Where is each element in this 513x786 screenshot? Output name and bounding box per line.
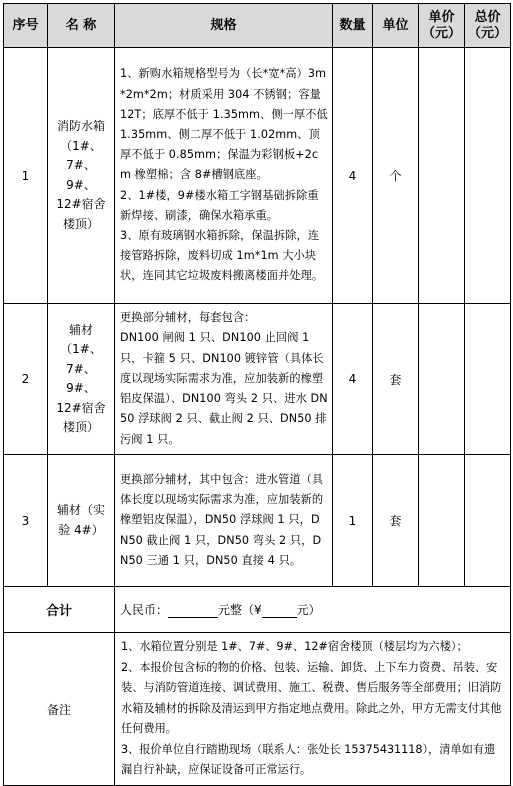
row-index: 2 bbox=[4, 304, 48, 455]
row-spec: 1、新购水箱规格型号为（长*宽*高）3m*2m*2m；材质采用 304 不锈钢；容量 12T；底厚不低于 1.35mm、侧一厚不低 1.35mm、侧二厚不低于 1.02mm、顶厚不低于 0.85mm；保温为彩钢板+2cm 橡塑棉；含 8#槽钢底座。 2、1#楼，9#楼水箱工字钢基础拆除重新焊接、刷漆，确保水箱承重。 3、原有玻璃钢水箱拆除，保温拆除，连接管路拆除，废料切成 1m*1m 大小块状，连同其它垃圾废料搬离楼面并处理。 bbox=[115, 48, 333, 304]
amount-words-blank bbox=[168, 603, 218, 618]
row-price bbox=[419, 48, 465, 304]
quotation-table bbox=[3, 3, 511, 786]
header-unit: 单位 bbox=[373, 4, 419, 48]
row-index: 3 bbox=[4, 455, 48, 587]
row-qty: 4 bbox=[333, 48, 373, 304]
row-price bbox=[419, 304, 465, 455]
total-suffix: 元） bbox=[296, 603, 321, 617]
total-label: 合计 bbox=[4, 587, 115, 633]
notes-label: 备注 bbox=[4, 633, 115, 786]
total-prefix: 人民币： bbox=[120, 603, 169, 617]
header-row bbox=[4, 4, 511, 48]
header-total: 总价 （元） bbox=[465, 4, 511, 48]
row-name: 消防水箱（1#、7#、9#、12#宿舍楼顶） bbox=[48, 48, 115, 304]
table-row bbox=[4, 455, 511, 587]
row-unit: 套 bbox=[373, 455, 419, 587]
header-index: 序号 bbox=[4, 4, 48, 48]
row-spec: 更换部分辅材，每套包含： DN100 闸阀 1 只、DN100 止回阀 1 只，卡箍 5 只、DN100 镀锌管（具体长度以现场实际需求为准，应加装新的橡塑铝皮保温）、DN100 弯头 2 只、进水 DN50 浮球阀 2 只、截止阀 2 只、DN50 排污阀 1 只。 bbox=[115, 304, 333, 455]
table-row bbox=[4, 48, 511, 304]
total-amount bbox=[115, 587, 511, 633]
header-name: 名 称 bbox=[48, 4, 115, 48]
row-total bbox=[465, 455, 511, 587]
table-row bbox=[4, 304, 511, 455]
amount-number-blank bbox=[262, 603, 297, 618]
row-unit: 套 bbox=[373, 304, 419, 455]
row-price bbox=[419, 455, 465, 587]
row-name: 辅材（1#、7#、9#、12#宿舍楼顶） bbox=[48, 304, 115, 455]
header-spec: 规格 bbox=[115, 4, 333, 48]
row-total bbox=[465, 48, 511, 304]
row-qty: 1 bbox=[333, 455, 373, 587]
notes-text: 1、水箱位置分别是 1#、7#、9#、12#宿舍楼顶（楼层均为六楼）； 2、本报价包含标的物的价格、包装、运输、卸货、上下车力资费、吊装、安装、与消防管道连接、调试费用、施工、税费、售后服务等全部费用；旧消防水箱及辅材的拆除及清运到甲方指定地点费用。除此之外，甲方无需支付其他任何费用。 3、报价单位自行踏勘现场（联系人：张处长 15375431118），清单如有遗漏自行补缺，应保证设备可正常运行。 bbox=[115, 633, 511, 786]
row-unit: 个 bbox=[373, 48, 419, 304]
row-spec: 更换部分辅材，其中包含：进水管道（具体长度以现场实际需求为准，应加装新的橡塑铝皮保温），DN50 浮球阀 1 只，DN50 截止阀 1 只，DN50 弯头 2 只，DN50 三通 1 只，DN50 直接 4 只。 bbox=[115, 455, 333, 587]
total-row bbox=[4, 587, 511, 633]
row-qty: 4 bbox=[333, 304, 373, 455]
notes-row bbox=[4, 633, 511, 786]
row-total bbox=[465, 304, 511, 455]
total-mid: 元整（¥ bbox=[218, 603, 262, 617]
header-price: 单价 （元） bbox=[419, 4, 465, 48]
header-qty: 数量 bbox=[333, 4, 373, 48]
row-name: 辅材（实验 4#） bbox=[48, 455, 115, 587]
row-index: 1 bbox=[4, 48, 48, 304]
